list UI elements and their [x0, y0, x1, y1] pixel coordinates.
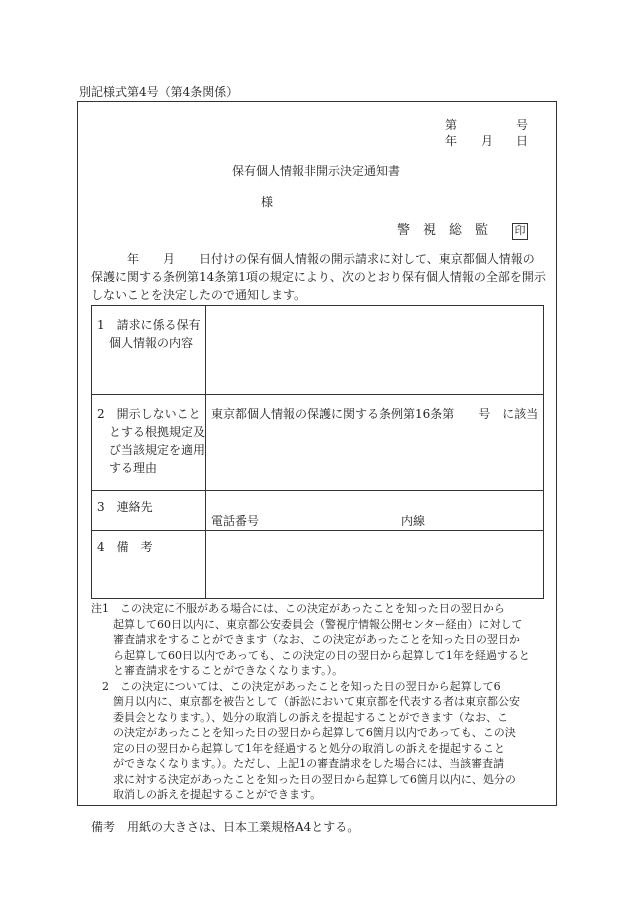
note-line-7: 箇月以内に、東京都を被告として（訴訟において東京都を代表する者は東京都公安: [91, 695, 520, 708]
issuer-title: 警 視 総 監: [397, 223, 489, 238]
number-suffix: 号: [516, 118, 529, 132]
note-line-9: の決定があったことを知った日の翌日から起算して6箇月以内であっても、この決: [91, 726, 516, 739]
note-line-13: 取消しの訴えを提起することができます。: [91, 788, 322, 801]
note-line-10: 定の日の翌日から起算して1年を経過すると処分の取消しの訴えを提起すること: [91, 741, 505, 755]
date-month: 月: [481, 134, 494, 148]
date-year: 年: [445, 134, 458, 148]
row2-label-line2: とする根拠規定及: [97, 425, 206, 439]
row1-label-line1: 1 請求に係る保有: [97, 318, 201, 332]
date-day: 日: [516, 134, 529, 148]
body-line-2: 保護に関する条例第14条第1項の規定により、次のとおり保有個人情報の全部を開示: [91, 270, 546, 284]
note-line-5: と審査請求をすることができなくなります。）。: [91, 664, 344, 677]
note-line-12: 求に対する決定があったことを知った日の翌日から起算して6箇月以内に、処分の: [91, 772, 516, 786]
seal-mark: 印: [512, 223, 528, 240]
row2-value: 東京都個人情報の保護に関する条例第16条第 号 に該当: [211, 407, 539, 421]
note-line-2: 起算して60日以内に、東京都公安委員会（警視庁情報公開センター経由）に対して: [91, 617, 523, 631]
number-prefix: 第: [445, 118, 458, 132]
table-row-divider: [92, 394, 543, 395]
row1-label-line2: 個人情報の内容: [97, 336, 194, 350]
table-column-divider: [205, 306, 206, 598]
addressee-suffix: 様: [261, 195, 274, 209]
note-line-1: 注1 この決定に不服がある場合には、この決定があったことを知った日の翌日から: [91, 602, 505, 615]
row2-label-line3: び当該規定を適用: [97, 443, 206, 457]
note-line-3: 審査請求をすることができます（なお、この決定があったことを知った日の翌日か: [91, 633, 520, 646]
row3-phone-label: 電話番号: [211, 514, 260, 528]
footer-note: 備考 用紙の大きさは、日本工業規格A4とする。: [91, 820, 360, 834]
note-line-4: ら起算して60日以内であっても、この決定の日の翌日から起算して1年を経過すると: [91, 648, 530, 662]
note-line-8: 委員会となります。）、処分の取消しの訴えを提起することができます（なお、こ: [91, 710, 509, 724]
row2-label-line4: する理由: [97, 461, 158, 475]
note-line-6: 2 この決定については、この決定があったことを知った日の翌日から起算して6: [91, 679, 501, 693]
request-detail-table: [91, 305, 544, 599]
row3-label: 3 連絡先: [97, 500, 153, 514]
row4-label: 4 備 考: [97, 540, 153, 554]
body-line-3: しないことを決定したので通知します。: [91, 288, 307, 302]
table-row-divider: [92, 530, 543, 531]
row2-label-line1: 2 開示しないこと: [97, 407, 201, 421]
form-header-label: 別記様式第4号（第4条関係）: [79, 85, 239, 99]
body-line-1: 年 月 日付けの保有個人情報の開示請求に対して、東京都個人情報の: [91, 252, 535, 266]
document-title: 保有個人情報非開示決定通知書: [232, 164, 401, 178]
note-line-11: ができなくなります。）。ただし、上記1の審査請求をした場合には、当該審査請: [91, 757, 505, 770]
row3-extension-label: 内線: [401, 514, 426, 528]
table-row-divider: [92, 490, 543, 491]
